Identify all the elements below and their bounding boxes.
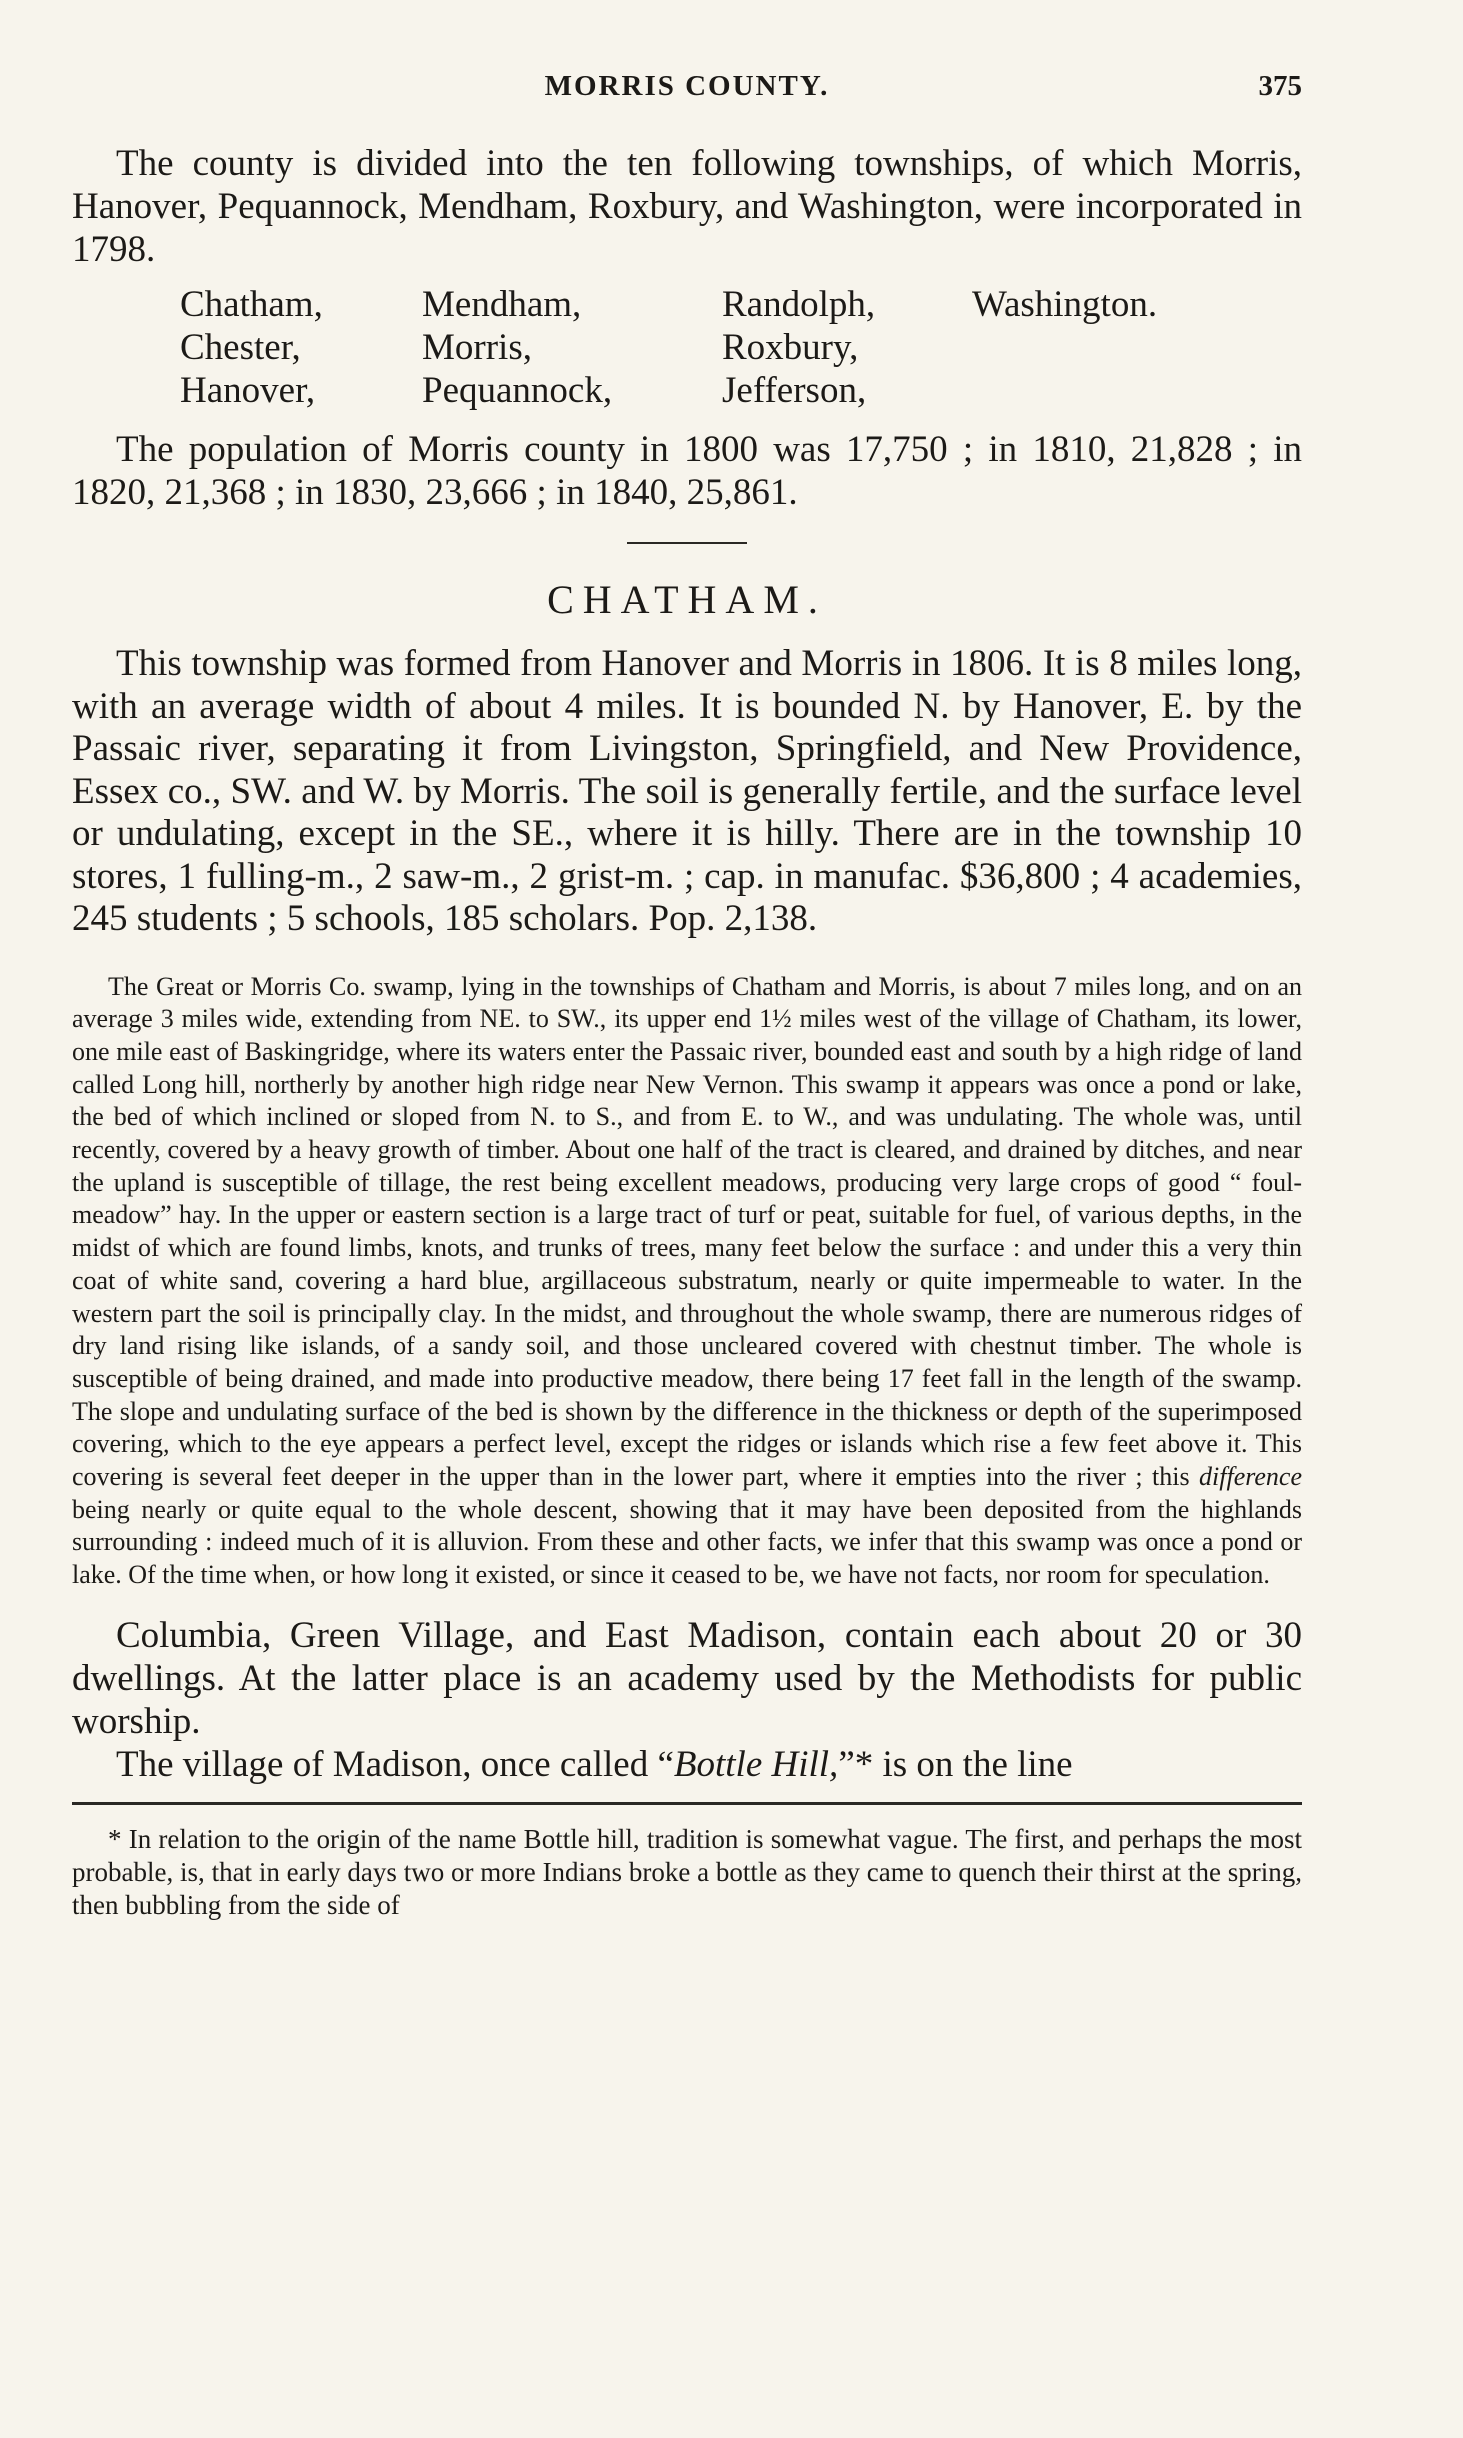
townships-table: [180, 283, 1157, 412]
population-paragraph: The population of Morris county in 1800 was 17,750 ; in 1810, 21,828 ; in 1820, 21,368 ; in 1830, 23,666 ; in 1840, 25,861.: [72, 429, 1302, 513]
footnote: * In relation to the origin of the name Bottle hill, tradition is somewhat vague. The first, and perhaps the most probable, is, that in early days two or more Indians broke a bottle as they came to quench their thirst at the spring, then bubbling from the side of: [72, 1823, 1302, 1920]
townships-row: [180, 369, 1157, 412]
madison-end: ”* is on the line: [838, 1743, 1073, 1785]
swamp-note: [72, 971, 1302, 1592]
intro-paragraph: The county is divided into the ten following townships, of which Morris, Hanover, Pequannock, Mendham, Roxbury, and Washington, were incorporated in 1798.: [72, 143, 1302, 270]
madison-emphasis: Bottle Hill,: [673, 1743, 839, 1785]
township-name: Washington.: [972, 284, 1158, 325]
township-name: Pequannock,: [422, 370, 613, 411]
townships-row: [180, 283, 1157, 326]
township-name: Hanover,: [180, 370, 316, 411]
township-name: [972, 326, 1157, 369]
chatham-description: This township was formed from Hanover and Morris in 1806. It is 8 miles long, with an average width of about 4 miles. It is bounded N. by Hanover, E. by the Passaic river, separating it from Livingston, Springfield, and New Providence, Essex co., SW. and W. by Morris. The soil is generally fertile, and the surface level or undulating, except in the SE., where it is hilly. There are in the township 10 stores, 1 fulling-m., 2 saw-m., 2 grist-m. ; cap. in manufac. $36,800 ; 4 academies, 245 students ; 5 schools, 185 scholars. Pop. 2,138.: [72, 643, 1302, 939]
township-name: Mendham,: [422, 284, 582, 325]
township-name: Chatham,: [180, 284, 323, 325]
madison-start: The village of Madison, once called “: [116, 1743, 674, 1785]
madison-paragraph: [72, 1743, 1302, 1786]
township-name: Chester,: [180, 327, 301, 368]
section-title: CHATHAM.: [547, 577, 827, 622]
swamp-note-emphasis: difference: [1199, 1462, 1303, 1492]
township-name: Roxbury,: [722, 327, 859, 368]
township-name: Morris,: [422, 327, 532, 368]
villages-paragraph: Columbia, Green Village, and East Madison, contain each about 20 or 30 dwellings. At the latter place is an academy used by the Methodists for public worship.: [72, 1614, 1302, 1742]
township-name: Jefferson,: [722, 370, 867, 411]
townships-row: [180, 326, 1157, 369]
township-name: [972, 369, 1157, 412]
swamp-note-end: being nearly or quite equal to the whole descent, showing that it may have been deposited from the highlands surrounding : indeed much of it is alluvion. From these and other facts, we infer that this swamp was once a pond or lake. Of the time when, or how long it existed, or since it ceased to be, we have not facts, nor room for speculation.: [72, 1494, 1302, 1590]
running-header: [72, 62, 1302, 122]
book-page: [72, 62, 1302, 1922]
footnote-rule: [72, 1802, 1302, 1805]
header-title: MORRIS COUNTY.: [544, 70, 830, 102]
township-name: Randolph,: [722, 284, 876, 325]
section-divider: [627, 542, 747, 544]
swamp-note-text: The Great or Morris Co. swamp, lying in the townships of Chatham and Morris, is about 7 miles long, and on an average 3 miles wide, extending from NE. to SW., its upper end 1½ miles west of the village of Chatham, its lower, one mile east of Baskingridge, where its waters enter the Passaic river, bounded east and south by a high ridge of land called Long hill, northerly by another high ridge near New Vernon. This swamp it appears was once a pond or lake, the bed of which inclined or sloped from N. to S., and from E. to W., and was undulating. The whole was, until recently, covered by a heavy growth of timber. About one half of the tract is cleared, and drained by ditches, and near the upland is susceptible of tillage, the rest being excellent meadows, producing very large crops of good “ foul-meadow” hay. In the upper or eastern section is a large tract of turf or peat, suitable for fuel, of various depths, in the midst of which are found limbs, knots, and trunks of trees, many feet below the surface : and under this a very thin coat of white sand, covering a hard blue, argillaceous substratum, nearly or quite impermeable to water. In the western part the soil is principally clay. In the midst, and throughout the whole swamp, there are numerous ridges of dry land rising like islands, of a sandy soil, and those uncleared covered with chestnut timber. The whole is susceptible of being drained, and made into productive meadow, there being 17 feet fall in the length of the swamp. The slope and undulating surface of the bed is shown by the difference in the thickness or depth of the superimposed covering, which to the eye appears a perfect level, except the ridges or islands which rise a few feet above it. This covering is several feet deeper in the upper than in the lower part, where it empties into the river ; this: [72, 971, 1302, 1492]
page-number: 375: [1258, 70, 1302, 102]
